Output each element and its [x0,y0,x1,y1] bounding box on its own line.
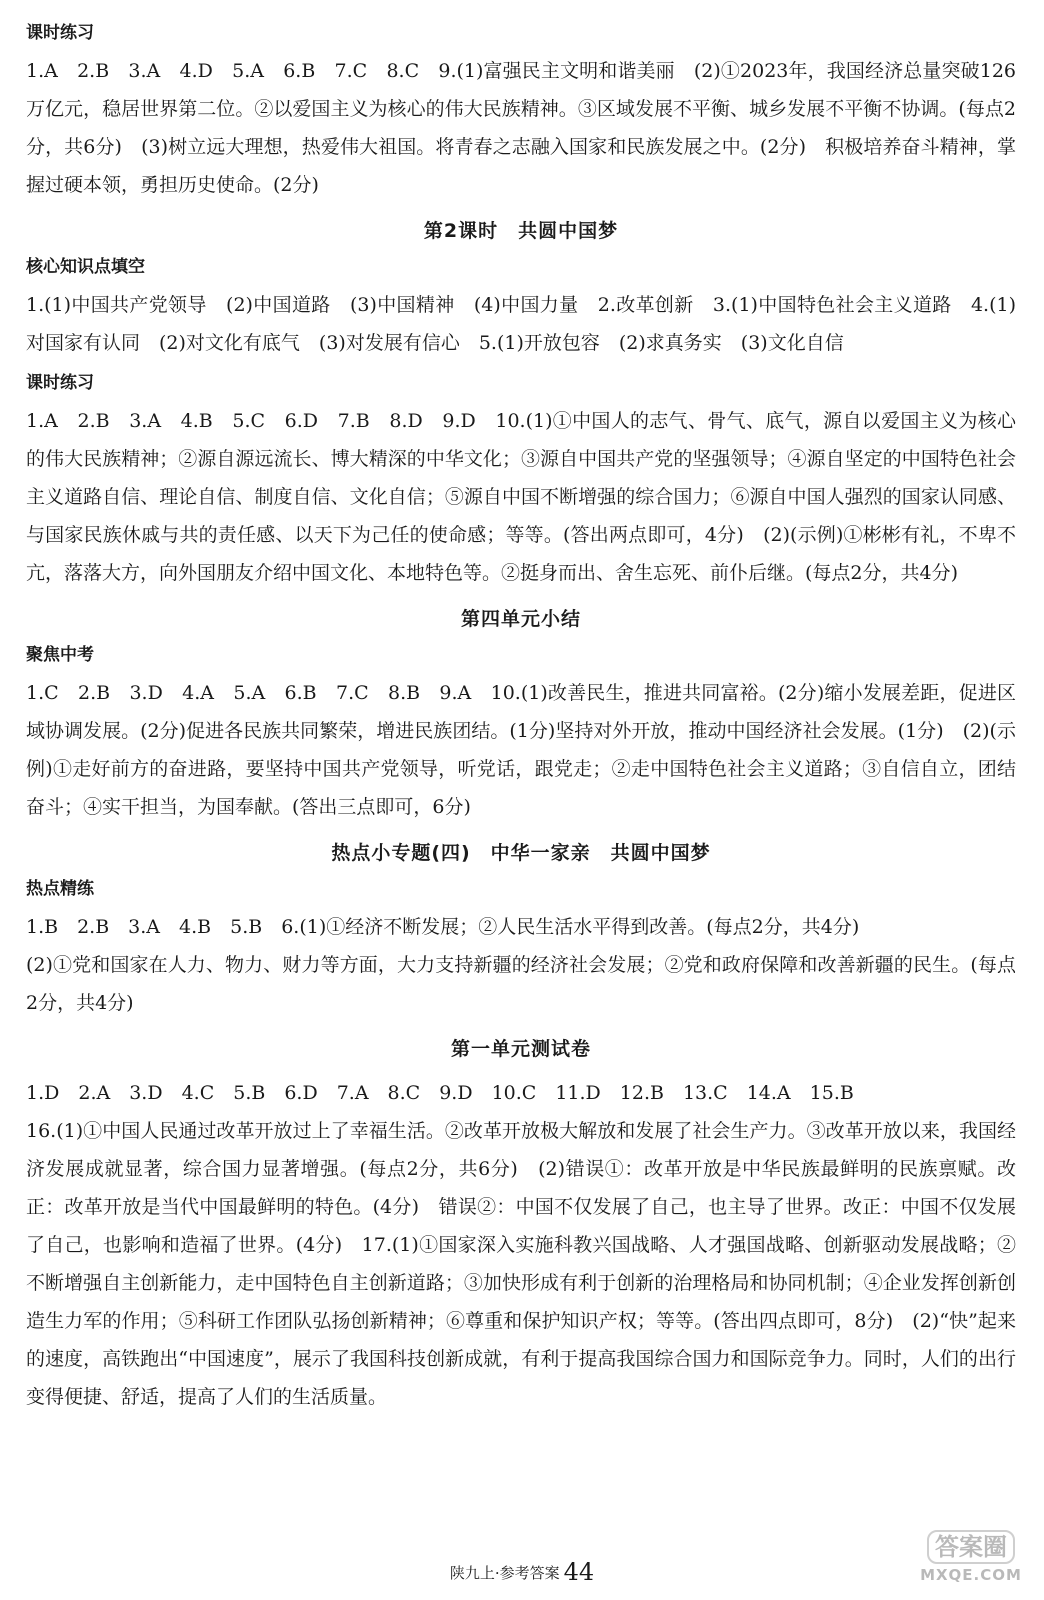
answer-paragraph: 1.C 2.B 3.D 4.A 5.A 6.B 7.C 8.B 9.A 10.(1)改善民生，推进共同富裕。(2分)缩小发展差距，促进区域协调发展。(2分)促进各民族共同繁荣，增进民族团结。(1分)坚持对外开放，推动中国经济社会发展。(1分) (2)(示例)①走好前方的奋进路，要坚持中国共产党领导，听党话，跟党走；②走中国特色社会主义道路；③自信自立，团结奋斗；④实干担当，为国奉献。(答出三点即可，6分) [26,682,1016,818]
answer-paragraph: (2)①党和国家在人力、物力、财力等方面，大力支持新疆的经济社会发展；②党和政府保障和改善新疆的民生。(每点2分，共4分) [26,954,1016,1014]
page-number: 44 [563,1558,595,1586]
answer-page [26,22,1016,1416]
section-heading: 热点小专题(四) 中华一家亲 共圆中国梦 [331,842,711,864]
footer-label: 陕九上·参考答案 [449,1564,560,1582]
section-label: 核心知识点填空 [26,257,145,277]
answer-paragraph: 1.(1)中国共产党领导 (2)中国道路 (3)中国精神 (4)中国力量 2.改革创新 3.(1)中国特色社会主义道路 4.(1)对国家有认同 (2)对文化有底气 (3)对发展有信心 5.(1)开放包容 (2)求真务实 (3)文化自信 [26,294,1016,354]
section-heading: 第一单元测试卷 [450,1038,591,1060]
watermark-url: MXQE.COM [920,1566,1022,1584]
section-label: 课时练习 [26,23,94,43]
section-heading: 第2课时 共圆中国梦 [423,220,619,242]
section-label: 课时练习 [26,373,94,393]
section-label: 聚焦中考 [26,645,94,665]
section-label: 热点精练 [26,879,94,899]
section-heading: 第四单元小结 [460,608,581,630]
page-footer [0,1560,1044,1585]
answer-paragraph: 1.B 2.B 3.A 4.B 5.B 6.(1)①经济不断发展；②人民生活水平得到改善。(每点2分，共4分) [26,916,860,938]
answer-paragraph: 1.A 2.B 3.A 4.D 5.A 6.B 7.C 8.C 9.(1)富强民主文明和谐美丽 (2)①2023年，我国经济总量突破126万亿元，稳居世界第二位。②以爱国主义为核心的伟大民族精神。③区域发展不平衡、城乡发展不平衡不协调。(每点2分，共6分) (3)树立远大理想，热爱伟大祖国。将青春之志融入国家和民族发展之中。(2分) 积极培养奋斗精神，掌握过硬本领，勇担历史使命。(2分) [26,60,1016,196]
watermark-logo-text: 答案圈 [927,1530,1015,1564]
answer-paragraph: 16.(1)①中国人民通过改革开放过上了幸福生活。②改革开放极大解放和发展了社会生产力。③改革开放以来，我国经济发展成就显著，综合国力显著增强。(每点2分，共6分) (2)错误①：改革开放是中华民族最鲜明的民族禀赋。改正：改革开放是当代中国最鲜明的特色。(4分) 错误②：中国不仅发展了自己，也主导了世界。改正：中国不仅发展了自己，也影响和造福了世界。(4分) 17.(1)①国家深入实施科教兴国战略、人才强国战略、创新驱动发展战略；②不断增强自主创新能力，走中国特色自主创新道路；③加快形成有利于创新的治理格局和协同机制；④企业发挥创新创造生力军的作用；⑤科研工作团队弘扬创新精神；⑥尊重和保护知识产权；等等。(答出四点即可，8分) (2)“快”起来的速度，高铁跑出“中国速度”，展示了我国科技创新成就，有利于提高我国综合国力和国际竞争力。同时，人们的出行变得便捷、舒适，提高了人们的生活质量。 [26,1120,1016,1408]
site-watermark [912,1530,1030,1592]
answer-paragraph: 1.D 2.A 3.D 4.C 5.B 6.D 7.A 8.C 9.D 10.C 11.D 12.B 13.C 14.A 15.B [26,1082,854,1104]
answer-paragraph: 1.A 2.B 3.A 4.B 5.C 6.D 7.B 8.D 9.D 10.(1)①中国人的志气、骨气、底气，源自以爱国主义为核心的伟大民族精神；②源自源远流长、博大精深的中华文化；③源自中国共产党的坚强领导；④源自坚定的中国特色社会主义道路自信、理论自信、制度自信、文化自信；⑤源自中国不断增强的综合国力；⑥源自中国人强烈的国家认同感、与国家民族休戚与共的责任感、以天下为己任的使命感；等等。(答出两点即可，4分) (2)(示例)①彬彬有礼，不卑不亢，落落大方，向外国朋友介绍中国文化、本地特色等。②挺身而出、舍生忘死、前仆后继。(每点2分，共4分) [26,410,1016,584]
